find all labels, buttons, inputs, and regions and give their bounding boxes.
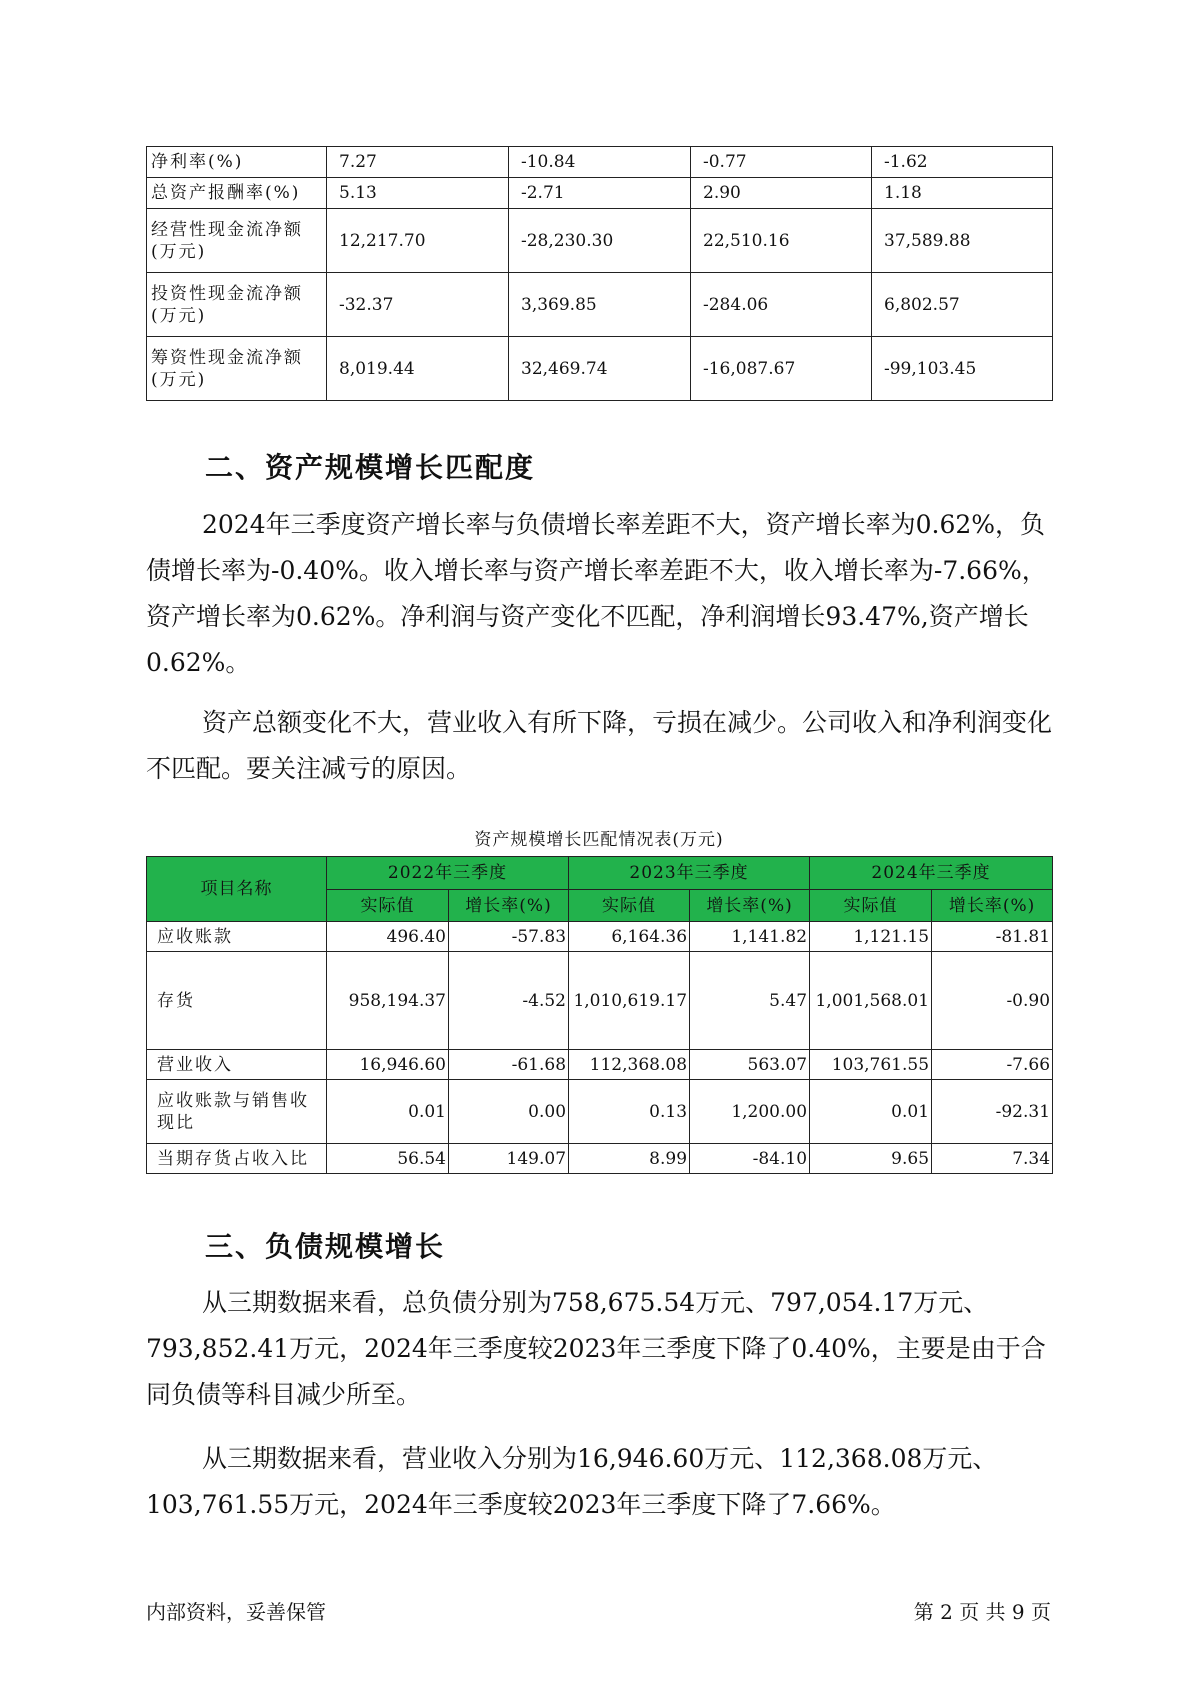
row-label: 应收账款 [147,922,327,952]
section-heading: 二、资产规模增长匹配度 [205,451,536,484]
table-cell: 5.47 [690,952,810,1050]
table-row [147,209,1053,273]
table-cell: 1,200.00 [690,1080,810,1144]
table-cell: -2.71 [509,178,691,209]
row-label: 经营性现金流净额(万元) [147,209,327,273]
table-cell: 16,946.60 [327,1050,449,1080]
table-cell: -16,087.67 [691,337,872,401]
table-cell: -81.81 [932,922,1053,952]
subheader-growth: 增长率(%) [690,890,810,922]
table-cell: 6,164.36 [569,922,690,952]
row-label: 投资性现金流净额(万元) [147,273,327,337]
table-cell: -61.68 [449,1050,569,1080]
financial-ratios-table [146,146,1053,401]
column-header-period: 2022年三季度 [327,857,569,890]
table-cell: 1,001,568.01 [810,952,932,1050]
column-header-period: 2023年三季度 [569,857,810,890]
table-cell: 12,217.70 [327,209,509,273]
row-label: 营业收入 [147,1050,327,1080]
table-cell: 37,589.88 [872,209,1053,273]
table-row [147,147,1053,178]
table-cell: -92.31 [932,1080,1053,1144]
table-row [147,178,1053,209]
table-cell: -0.90 [932,952,1053,1050]
row-label: 存货 [147,952,327,1050]
subheader-growth: 增长率(%) [932,890,1053,922]
table-cell: -99,103.45 [872,337,1053,401]
table-cell: 1,121.15 [810,922,932,952]
table-cell: 958,194.37 [327,952,449,1050]
table-cell: 112,368.08 [569,1050,690,1080]
table-row [147,1050,1053,1080]
column-header-item: 项目名称 [147,857,327,922]
subheader-growth: 增长率(%) [449,890,569,922]
table-cell: 1.18 [872,178,1053,209]
table-cell: -0.77 [691,147,872,178]
page-number: 第 2 页 共 9 页 [913,1600,1051,1624]
table-row [147,1144,1053,1174]
table-cell: 9.65 [810,1144,932,1174]
table-cell: -57.83 [449,922,569,952]
table-cell: 0.01 [327,1080,449,1144]
row-label: 当期存货占收入比 [147,1144,327,1174]
table-cell: 3,369.85 [509,273,691,337]
row-label: 总资产报酬率(%) [147,178,327,209]
subheader-actual: 实际值 [327,890,449,922]
table-cell: 103,761.55 [810,1050,932,1080]
table-header-row [147,857,1053,890]
table-cell: -28,230.30 [509,209,691,273]
table-cell: 6,802.57 [872,273,1053,337]
table-row [147,922,1053,952]
table-cell: 0.01 [810,1080,932,1144]
row-label: 筹资性现金流净额(万元) [147,337,327,401]
table-row [147,273,1053,337]
table-cell: -84.10 [690,1144,810,1174]
paragraph: 从三期数据来看，总负债分别为758,675.54万元、797,054.17万元、793,852.41万元，2024年三季度较2023年三季度下降了0.40%，主要是由于合同负债等科目减少所至。 [146,1288,1046,1409]
table-cell: 56.54 [327,1144,449,1174]
table-cell: 563.07 [690,1050,810,1080]
asset-growth-table [146,856,1053,1174]
table-cell: 7.34 [932,1144,1053,1174]
table-cell: -32.37 [327,273,509,337]
column-header-period: 2024年三季度 [810,857,1053,890]
section-heading: 三、负债规模增长 [205,1230,446,1263]
table-cell: 1,141.82 [690,922,810,952]
paragraph: 2024年三季度资产增长率与负债增长率差距不大，资产增长率为0.62%，负债增长率为-0.40%。收入增长率与资产增长率差距不大，收入增长率为-7.66%，资产增长率为0.62%。净利润与资产变化不匹配，净利润增长93.47%,资产增长0.62%。 [146,510,1047,677]
paragraph: 资产总额变化不大，营业收入有所下降，亏损在减少。公司收入和净利润变化不匹配。要关注减亏的原因。 [146,708,1053,783]
table-row [147,952,1053,1050]
table-cell: 0.00 [449,1080,569,1144]
row-label: 净利率(%) [147,147,327,178]
table-cell: -7.66 [932,1050,1053,1080]
row-label: 应收账款与销售收现比 [147,1080,327,1144]
paragraph: 从三期数据来看，营业收入分别为16,946.60万元、112,368.08万元、103,761.55万元，2024年三季度较2023年三季度下降了7.66%。 [146,1444,998,1519]
table-cell: 2.90 [691,178,872,209]
table-cell: -284.06 [691,273,872,337]
table-cell: 0.13 [569,1080,690,1144]
table-cell: 496.40 [327,922,449,952]
subheader-actual: 实际值 [810,890,932,922]
table-cell: 1,010,619.17 [569,952,690,1050]
table-cell: 5.13 [327,178,509,209]
table-row [147,1080,1053,1144]
table-cell: 7.27 [327,147,509,178]
table-cell: 8,019.44 [327,337,509,401]
table-cell: -10.84 [509,147,691,178]
table-caption: 资产规模增长匹配情况表(万元) [474,830,724,850]
table-cell: 149.07 [449,1144,569,1174]
table-cell: -4.52 [449,952,569,1050]
subheader-actual: 实际值 [569,890,690,922]
table-cell: 22,510.16 [691,209,872,273]
table-cell: 32,469.74 [509,337,691,401]
footer-confidential-note: 内部资料，妥善保管 [146,1600,326,1624]
table-cell: -1.62 [872,147,1053,178]
table-cell: 8.99 [569,1144,690,1174]
table-row [147,337,1053,401]
